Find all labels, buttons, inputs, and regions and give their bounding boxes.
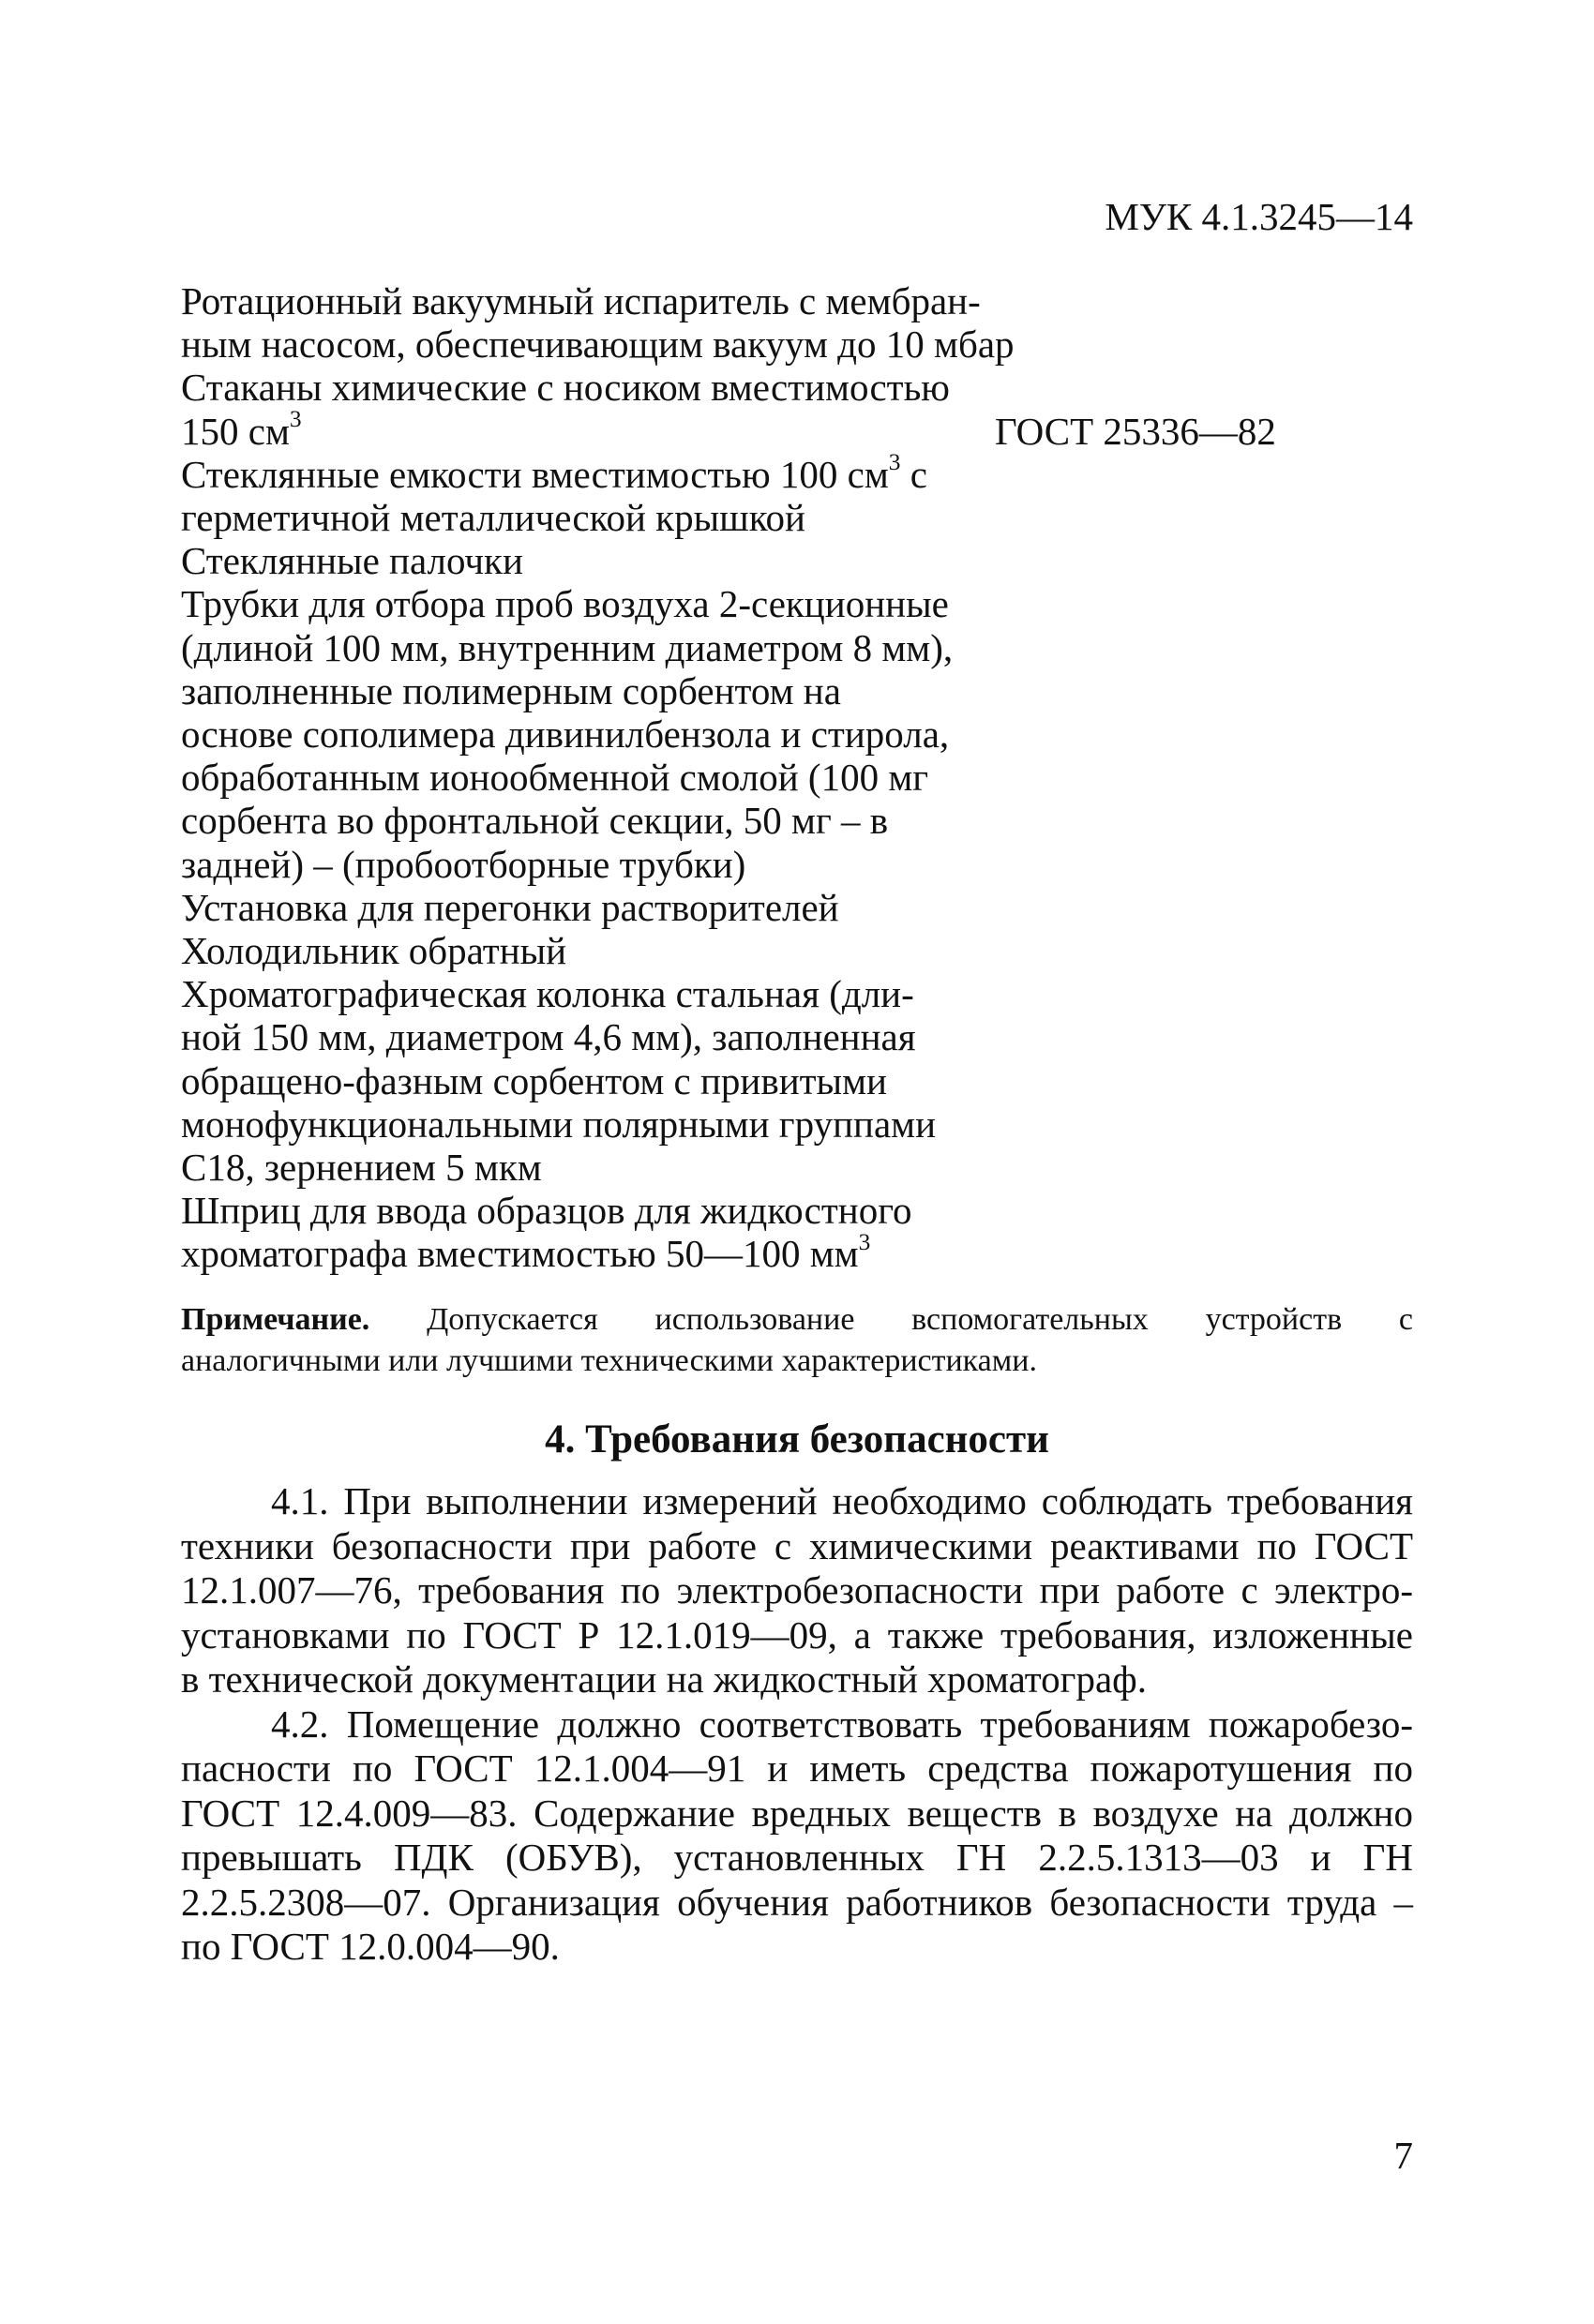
- section-body: [181, 1479, 1413, 1970]
- section-title: 4. Требования безопасности: [545, 1417, 1049, 1462]
- paragraph-line: превышать ПДК (ОБУВ), установленных ГН 2.2.5.1313—03 и ГН: [181, 1836, 1413, 1879]
- equipment-line: ным насосом, обеспечивающим вакуум до 10 мбар: [181, 322, 1015, 367]
- equipment-item: [181, 929, 1419, 972]
- equipment-line: основе сополимера дивинилбензола и стирола,: [181, 712, 950, 757]
- equipment-line: обращено-фазным сорбентом с привитыми: [181, 1058, 887, 1102]
- equipment-line: Установка для перегонки растворителей: [181, 885, 839, 929]
- equipment-line: C18, зернением 5 мкм: [181, 1146, 542, 1190]
- note-line: аналогичными или лучшими техническими характеристиками.: [181, 1343, 1037, 1378]
- equipment-line: Стеклянные палочки: [181, 539, 523, 583]
- equipment-name: [181, 886, 995, 929]
- equipment-line: монофункциональными полярными группами: [181, 1102, 937, 1146]
- equipment-line: сорбента во фронтальной секции, 50 мг – в: [181, 799, 889, 843]
- equipment-name: [181, 972, 995, 1189]
- equipment-line: Шприц для ввода образцов для жидкостного: [181, 1189, 912, 1233]
- equipment-name: [181, 582, 995, 885]
- equipment-name: [181, 929, 995, 972]
- paragraph-line: техники безопасности при работе с химическими реактивами по ГОСТ: [181, 1523, 1413, 1567]
- paragraph-line: по ГОСТ 12.0.004—90.: [181, 1925, 560, 1968]
- paragraph-line: 12.1.007—76, требования по электробезопасности при работе с электро-: [181, 1568, 1413, 1612]
- paragraph-line: установками по ГОСТ Р 12.1.019—09, а также требования, изложенные: [181, 1612, 1413, 1657]
- equipment-standard: ГОСТ 25336—82: [995, 409, 1276, 453]
- equipment-name: [181, 279, 1015, 367]
- equipment-line: Стеклянные емкости вместимостью 100 $см^3$ с: [181, 449, 927, 496]
- equipment-line: Стаканы химические с носиком вместимостью: [181, 366, 950, 410]
- paragraph-line: пасности по ГОСТ 12.1.004—91 и иметь средства пожаротушения по: [181, 1747, 1413, 1790]
- equipment-item: [181, 1189, 1419, 1275]
- equipment-item: [181, 366, 1419, 452]
- note-label: Примечание.: [181, 1302, 370, 1337]
- note-text: Допускается использование вспомогательных устройств с: [427, 1302, 1413, 1337]
- paragraph-line: 4.2. Помещение должно соответствовать требованиям пожаробезо-: [271, 1702, 1413, 1746]
- equipment-name: [181, 539, 995, 582]
- note: [181, 1299, 1413, 1382]
- equipment-item: [181, 539, 1419, 582]
- paragraph-line: 2.2.5.2308—07. Организация обучения работников безопасности труда –: [181, 1880, 1413, 1924]
- paragraph-line: 4.1. При выполнении измерений необходимо соблюдать требования: [271, 1479, 1413, 1522]
- equipment-line: ной 150 мм, диаметром 4,6 мм), заполненная: [181, 1015, 916, 1059]
- equipment-line: Холодильник обратный: [181, 929, 567, 973]
- equipment-line: Хроматографическая колонка стальная (дли-: [181, 972, 914, 1016]
- equipment-item: [181, 582, 1419, 885]
- page-number: 7: [1393, 2134, 1413, 2177]
- equipment-line: Трубки для отбора проб воздуха 2-секционные: [181, 582, 949, 626]
- equipment-item: [181, 449, 1419, 540]
- equipment-name: [181, 449, 995, 540]
- equipment-line: герметичной металлической крышкой: [181, 496, 805, 540]
- paragraph-line: ГОСТ 12.4.009—83. Содержание вредных веществ в воздухе на должно: [181, 1791, 1413, 1835]
- equipment-line: Ротационный вакуумный испаритель с мембран-: [181, 279, 981, 322]
- equipment-line: заполненные полимерным сорбентом на: [181, 668, 841, 712]
- equipment-name: [181, 366, 995, 452]
- equipment-item: [181, 279, 1419, 366]
- paragraph: [181, 1479, 1413, 1702]
- paragraph: [181, 1702, 1413, 1970]
- equipment-name: [181, 1189, 995, 1275]
- equipment-item: [181, 972, 1419, 1189]
- equipment-line: задней) – (пробоотборные трубки): [181, 842, 746, 886]
- equipment-item: [181, 886, 1419, 929]
- equipment-line: 150 $см^3$: [181, 406, 302, 453]
- equipment-line: (длиной 100 мм, внутренним диаметром 8 мм),: [181, 625, 954, 669]
- paragraph-line: в технической документации на жидкостный хроматограф.: [181, 1657, 1147, 1701]
- equipment-line: хроматографа вместимостью 50—100 $мм^3$: [181, 1229, 871, 1276]
- document-code: МУК 4.1.3245—14: [1105, 195, 1413, 238]
- equipment-line: обработанным ионообменной смолой (100 мг: [181, 756, 929, 800]
- note-line: [181, 1299, 1413, 1341]
- equipment-list: [181, 279, 1419, 1276]
